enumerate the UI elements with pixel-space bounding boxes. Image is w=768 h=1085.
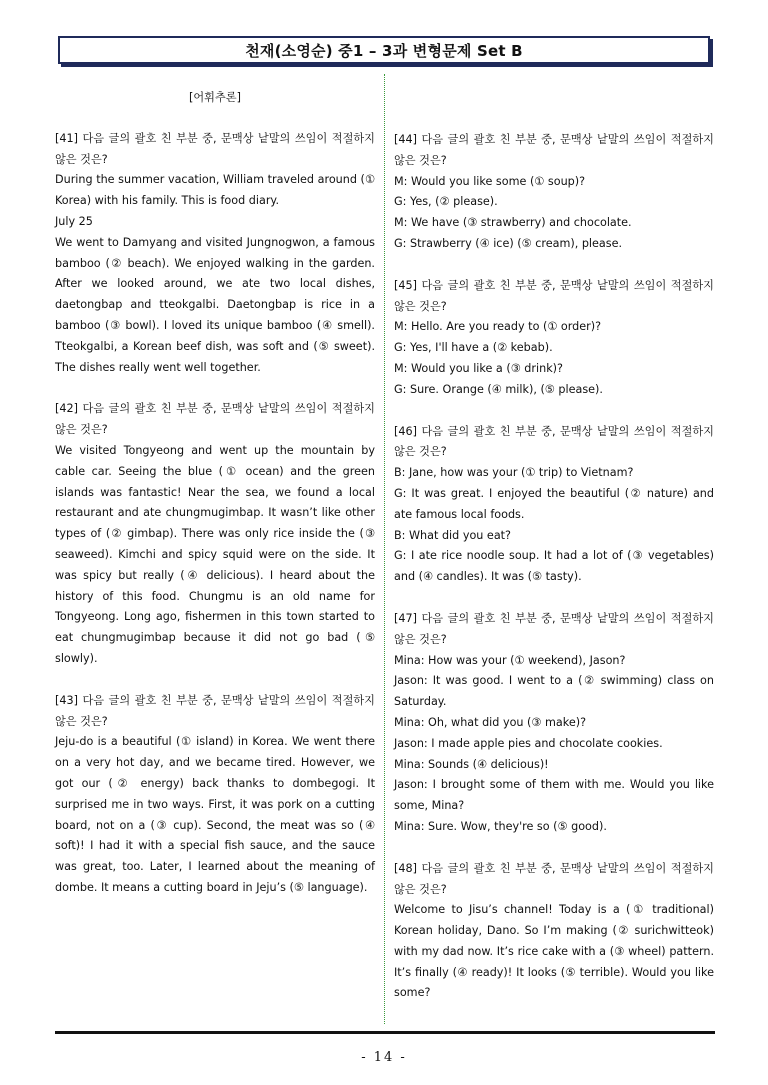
dialogue-line: B: Jane, how was your (① trip) to Vietnam?: [394, 466, 634, 480]
question-text: Welcome to Jisu’s channel! Today is a (① traditional) Korean holiday, Dano. So I’m making (② surichwitteok) with my dad now. It’s rice cake with a (③ wheel) pattern. It’s finally (④ ready)! It looks (⑤ terrible). Would you like some?: [394, 903, 714, 1000]
right-column: [394, 130, 714, 1025]
dialogue-line: M: Hello. Are you ready to (① order)?: [394, 320, 602, 334]
question-text: July 25: [55, 214, 93, 228]
page-title: 천재(소영순) 중1 – 3과 변형문제 Set B: [58, 36, 710, 64]
column-divider: [384, 74, 385, 1024]
dialogue-line: G: Sure. Orange (④ milk), (⑤ please).: [394, 382, 603, 396]
question-prompt: [48] 다음 글의 괄호 친 부분 중, 문맥상 낱말의 쓰임이 적절하지 않은 것은?: [394, 861, 714, 896]
dialogue-line: B: What did you eat?: [394, 528, 511, 542]
dialogue-line: Mina: How was your (① weekend), Jason?: [394, 653, 626, 667]
dialogue-line: Mina: Oh, what did you (③ make)?: [394, 715, 587, 729]
question-44: [394, 130, 714, 255]
dialogue-line: Jason: I made apple pies and chocolate cookies.: [394, 736, 663, 750]
question-prompt: [41] 다음 글의 괄호 친 부분 중, 문맥상 낱말의 쓰임이 적절하지 않은 것은?: [55, 131, 375, 166]
dialogue-line: M: Would you like a (③ drink)?: [394, 361, 563, 375]
question-42: [55, 399, 375, 669]
dialogue-line: M: We have (③ strawberry) and chocolate.: [394, 216, 632, 230]
question-45: [394, 276, 714, 401]
question-text: We went to Damyang and visited Jungnogwon, a famous bamboo (② beach). We enjoyed walking in the garden. After we looked around, we ate two local dishes, daetongbap and tteokgalbi. Daetongbap is rice in a bamboo (③ bowl). I loved its unique bamboo (④ smell). Tteokgalbi, a Korean beef dish, was soft and (⑤ sweet). The dishes really went well together.: [55, 235, 375, 374]
question-48: [394, 859, 714, 1005]
question-prompt: [47] 다음 글의 괄호 친 부분 중, 문맥상 낱말의 쓰임이 적절하지 않은 것은?: [394, 611, 714, 646]
section-label: [어휘추론]: [189, 91, 241, 104]
question-prompt: [45] 다음 글의 괄호 친 부분 중, 문맥상 낱말의 쓰임이 적절하지 않은 것은?: [394, 278, 714, 313]
dialogue-line: M: Would you like some (① soup)?: [394, 174, 586, 188]
question-text: Jeju-do is a beautiful (① island) in Korea. We went there on a very hot day, and we became tired. However, we got our (② energy) back thanks to dombegogi. It surprised me in two ways. First, it was pork on a cutting board, not on a (③ cup). Second, the meat was so (④ soft)! I had it with a special fish sauce, and the sauce was great, too. Later, I learned about the meaning of dombe. It means a cutting board in Jeju’s (⑤ language).: [55, 735, 375, 894]
left-column: [55, 88, 375, 920]
footer-rule: [55, 1031, 715, 1034]
dialogue-line: Jason: I brought some of them with me. Would you like some, Mina?: [394, 778, 714, 813]
dialogue-line: G: It was great. I enjoyed the beautiful (② nature) and ate famous local foods.: [394, 486, 714, 521]
question-prompt: [46] 다음 글의 괄호 친 부분 중, 문맥상 낱말의 쓰임이 적절하지 않은 것은?: [394, 424, 714, 459]
question-46: [394, 422, 714, 588]
dialogue-line: G: I ate rice noodle soup. It had a lot of (③ vegetables) and (④ candles). It was (⑤ tasty).: [394, 549, 714, 584]
dialogue-line: G: Yes, (② please).: [394, 195, 498, 209]
question-text: We visited Tongyeong and went up the mountain by cable car. Seeing the blue (① ocean) and the green islands was fantastic! Near the sea, we found a local restaurant and ate chungmugimbap. It wasn’t like other types of (② gimbap). There was only rice inside the (③ seaweed). Kimchi and spicy squid were on the side. It was spicy but really (④ delicious). I heard about the history of this food. Chungmu is an old name for Tongyeong. Long ago, fishermen in this town started to eat chungmugimbap because it did not go bad (⑤ slowly).: [55, 443, 375, 665]
question-41: [55, 129, 375, 379]
question-47: [394, 609, 714, 838]
page-number: - 14 -: [361, 1050, 407, 1065]
dialogue-line: Mina: Sounds (④ delicious)!: [394, 757, 549, 771]
dialogue-line: G: Yes, I'll have a (② kebab).: [394, 341, 553, 355]
question-prompt: [42] 다음 글의 괄호 친 부분 중, 문맥상 낱말의 쓰임이 적절하지 않은 것은?: [55, 402, 375, 437]
question-prompt: [44] 다음 글의 괄호 친 부분 중, 문맥상 낱말의 쓰임이 적절하지 않은 것은?: [394, 133, 714, 167]
question-43: [55, 691, 375, 899]
dialogue-line: Mina: Sure. Wow, they're so (⑤ good).: [394, 819, 607, 833]
question-prompt: [43] 다음 글의 괄호 친 부분 중, 문맥상 낱말의 쓰임이 적절하지 않은 것은?: [55, 693, 375, 728]
dialogue-line: Jason: It was good. I went to a (② swimming) class on Saturday.: [394, 674, 714, 709]
question-text: During the summer vacation, William traveled around (① Korea) with his family. This is food diary.: [55, 173, 375, 208]
dialogue-line: G: Strawberry (④ ice) (⑤ cream), please.: [394, 236, 623, 250]
